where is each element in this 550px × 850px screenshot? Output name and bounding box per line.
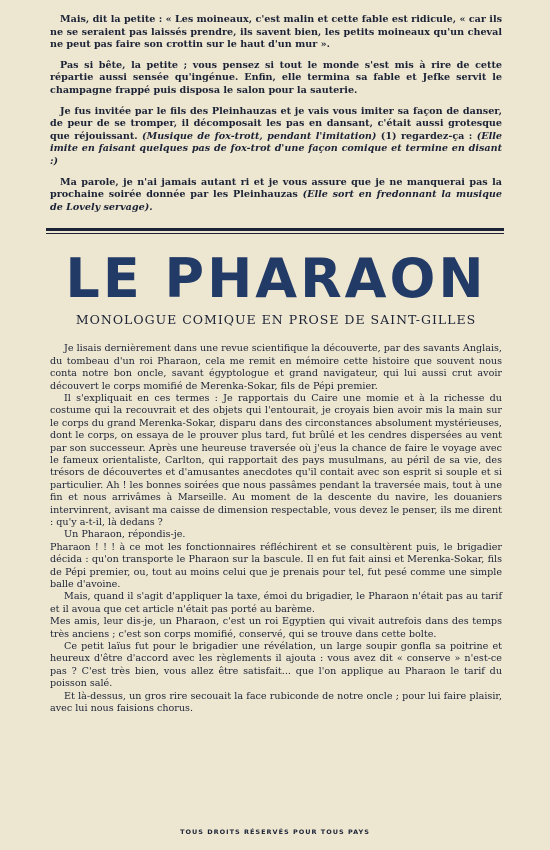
body-paragraph-2: Il s'expliquait en ces termes : Je rapportais du Caire une momie et à la richesse du costume qui la recouvrait et des objets qui l'entourait, je croyais bien avoir mis la main sur le corps du grand Merenka-Sokar, disparu dans des circonstances absolument mystérieuses, dont le corps, on essaya de le prouver plus tard, fut brûlé et les cendres dispersées au vent par son successeur. Après une heureuse traversée où j'eus la chance de faire le voyage avec le fameux orientaliste, Carlton, qui rapportait des pays musulmans, au péril de sa vie, des trésors de découvertes et d'amusantes anecdotes qu'il contait avec son esprit si souple et si particulier. Ah ! les bonnes soirées que nous passâmes pendant la traversée mais, tout à une fin et nous arrivâmes à Marseille. Au moment de la descente du navire, les douaniers intervinrent, avisant ma caisse de dimension respectable, vous devez le penser, ils me dirent : qu'y a-t-il, là dedans ? [50, 392, 502, 528]
section-divider [46, 228, 504, 234]
copyright-footer: TOUS DROITS RÉSERVÉS POUR TOUS PAYS [180, 828, 370, 836]
intro-paragraph-3 [50, 106, 502, 169]
intro-paragraph-1: Mais, dit la petite : « Les moineaux, c'est malin et cette fable est ridicule, « car ils ne se seraient pas laissés prendre, ils savent bien, les petits moineaux qu'un cheval ne peut pas faire son crottin sur le haut d'un mur ». [50, 14, 502, 51]
body-paragraph-5: Mais, quand il s'agit d'appliquer la taxe, émoi du brigadier, le Pharaon n'était pas au tarif et il avoua que cet article n'était pas porté au barème. [50, 591, 502, 615]
intro-p3-stage-2: (Elle imite en faisant quelques pas de fox-trot d'une façon comique et termine en disant :) [50, 130, 503, 167]
monologue-subtitle: MONOLOGUE COMIQUE EN PROSE DE SAINT-GILLES [75, 312, 477, 328]
intro-paragraph-4 [50, 177, 502, 215]
intro-p3-text: Je fus invitée par le fils des Pleinhauzas et je vais vous imiter sa façon de danser, de peur de se tromper, il décomposait les pas en dansant, c'était aussi grotesque que réjouissant. [50, 105, 502, 142]
intro-p4-text: Ma parole, je n'ai jamais autant ri et je vous assure que je ne manquerai pas la prochaine soirée donnée par les Pleinhauzas [50, 176, 502, 201]
body-paragraph-4: Pharaon ! ! ! à ce mot les fonctionnaires réfléchirent et se consultèrent puis, le brigadier décida : qu'on transporte le Pharaon sur la bascule. Il en fut fait ainsi et Merenka-Sokar, fils de Pépi premier, ou, tout au moins celui que je prenais pour tel, fut pesé comme une simple balle d'avoine. [50, 541, 502, 591]
intro-paragraph-2: Pas si bête, la petite ; vous pensez si tout le monde s'est mis à rire de cette répartie aussi sensée qu'ingénue. Enfin, elle termina sa fable et Jefke servit le champagne frappé puis disposa le salon pour la sauterie. [50, 59, 502, 96]
monologue-title: LE PHARAON [65, 247, 487, 311]
intro-p3-stage-1: (Musique de fox-trott, pendant l'imitation) [142, 130, 377, 142]
body-paragraph-7: Ce petit laïus fut pour le brigadier une révélation, un large soupir gonfla sa poitrine et heureux d'être d'accord avec les règlements il ajouta : vous avez dit « conserve » n'est-ce pas ? C'est très bien, vous allez être satisfait... que l'on applique au Pharaon le tarif du poisson salé. [50, 641, 502, 690]
body-paragraph-8: Et là-dessus, un gros rire secouait la face rubiconde de notre oncle ; pour lui faire plaisir, avec lui nous faisions chorus. [50, 690, 502, 715]
intro-p4-stage: (Elle sort en fredonnant la musique de Lovely servage). [50, 189, 502, 213]
body-paragraph-6: Mes amis, leur dis-je, un Pharaon, c'est un roi Egyptien qui vivait autrefois dans des temps très anciens ; c'est son corps momifié, conservé, qui se trouve dans cette bolte. [50, 616, 502, 640]
body-paragraph-1: Je lisais dernièrement dans une revue scientifique la découverte, par des savants Anglais, du tombeau d'un roi Pharaon, cela me remit en mémoire cette histoire que souvent nous conta notre bon oncle, savant égyptologue et grand navigateur, qui lui aussi crut avoir découvert le corps momifié de Merenka-Sokar, fils de Pépi premier. [50, 343, 502, 392]
body-paragraph-3: Un Pharaon, répondis-je. [64, 529, 186, 541]
intro-p3-note: (1) regardez-ça : [380, 130, 473, 142]
monologue-body [50, 343, 502, 715]
